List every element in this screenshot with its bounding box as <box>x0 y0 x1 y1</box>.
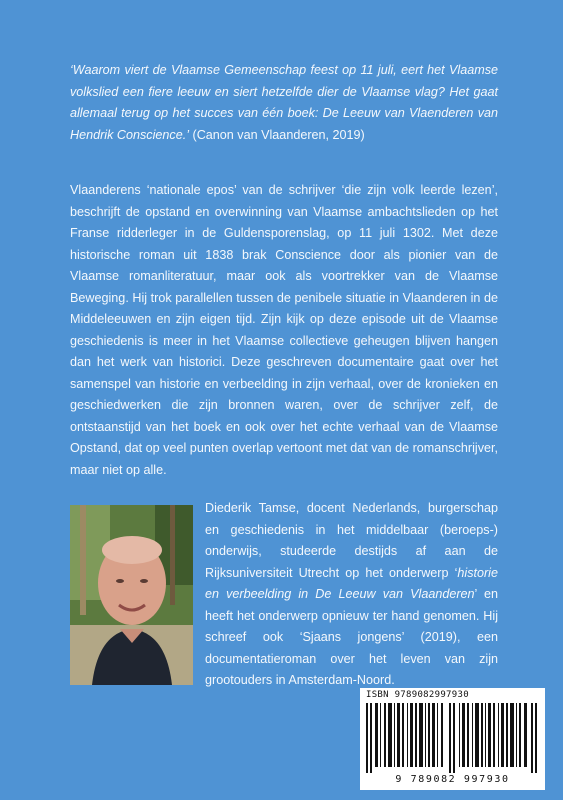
quote-source: (Canon van Vlaanderen, 2019) <box>192 127 365 142</box>
bio-text-1: Diederik Tamse, docent Nederlands, burgerschap en geschiedenis in het middelbaar (beroeps-) onderwijs, studeerde destijds af aan de Rijksuniversiteit Utrecht op het onderwerp ‘ <box>205 501 498 580</box>
barcode-bars-icon <box>366 703 538 773</box>
isbn-barcode <box>360 688 545 790</box>
bio-thesis-title: historie en verbeelding in De Leeuw van Vlaanderen <box>205 565 498 601</box>
quote-text: ‘Waarom viert de Vlaamse Gemeenschap feest op 11 juli, eert het Vlaamse volkslied een fiere leeuw en siert hetzelfde dier de Vlaamse vlag? Het gaat allemaal terug op het succes van één boek: De Leeuw van Vlaenderen van Hendrik Conscience.’ <box>70 63 498 142</box>
isbn-digits: 9 789082 997930 <box>395 774 510 785</box>
isbn-label: ISBN 9789082997930 <box>366 690 469 700</box>
canon-quote <box>70 60 498 146</box>
bio-text-2: ’ en heeft het onderwerp opnieuw ter hand genomen. Hij schreef ook ‘Sjaans jongens’ (2019), een documentatieroman over het leven van zijn grootouders in Amsterdam-Noord. <box>205 587 498 687</box>
book-description: Vlaanderens ‘nationale epos’ van de schrijver ‘die zijn volk leerde lezen’, beschrijft de opstand en overwinning van Vlaamse ambachtslieden op het Franse ridderleger in de Guldensporenslag, op 11 juli 1302. Met deze historische roman uit 1838 brak Conscience door als pionier van de Vlaamse romanliteratuur, maar ook als voortrekker van de Vlaamse Beweging. Hij trok parallellen tussen de penibele situatie in Vlaanderen in de Middeleeuwen en zijn eigen tijd. Zijn kijk op deze episode uit de Vlaamse geschiedenis is meer in het Vlaamse collectieve geheugen blijven hangen dan het werk van historici. Deze geschreven documentaire gaat over het samenspel van historie en verbeelding in zijn verhaal, over de kronieken en geschiedwerken die zijn bronnen waren, over de schrijver zelf, de ontstaanstijd van het boek en ook over het echte verhaal van de Vlaamse Opstand, dat op veel punten overlap vertoont met dat van de romanschrijver, maar niet op alle. <box>70 183 498 477</box>
author-bio <box>205 498 498 692</box>
author-photo <box>70 505 193 685</box>
